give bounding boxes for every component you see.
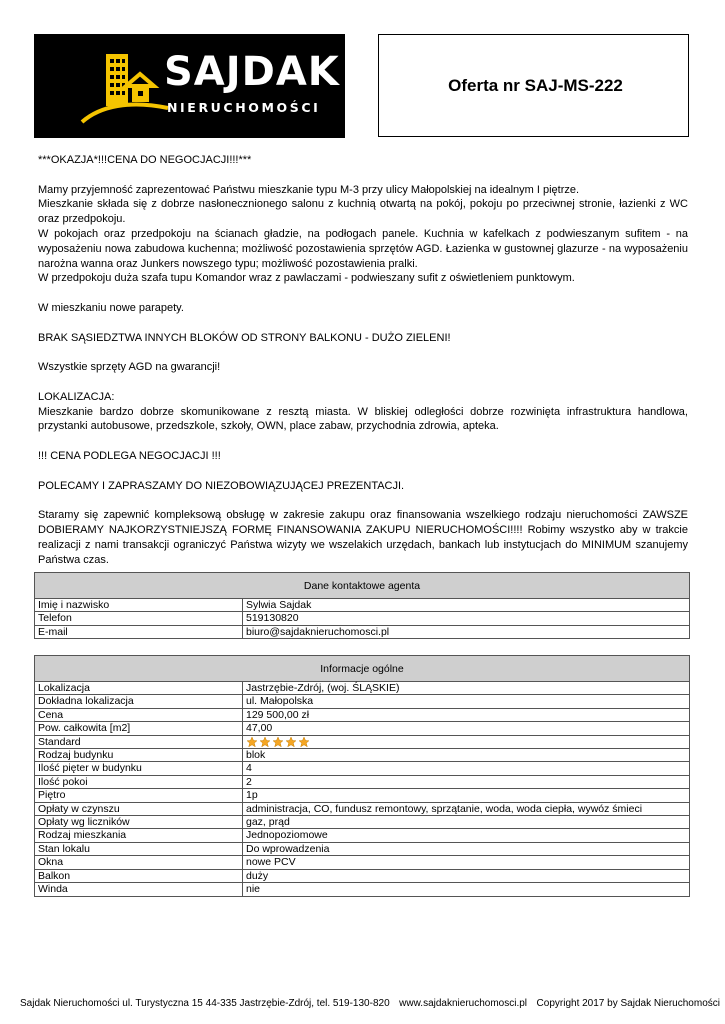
agent-contact-table [34, 572, 690, 639]
agent-field-value: biuro@sajdaknieruchomosci.pl [243, 625, 690, 638]
info-field-label: Ilość pięter w budynku [35, 762, 243, 775]
table-row [35, 749, 690, 762]
info-field-value: gaz, prąd [243, 816, 690, 829]
page-footer [20, 998, 720, 1009]
building-logo-icon [80, 50, 170, 126]
star-icon [259, 736, 271, 748]
description-paragraph: Mieszkanie bardzo dobrze skomunikowane z resztą miasta. W bliskiej odległości dobrze rozwinięta infrastruktura handlowa, przystanki autobusowe, przedszkole, szkoły, OWN, place zabaw, przychodnia zdrowia, apteka. [38, 405, 688, 433]
star-icon [298, 736, 310, 748]
info-field-label: Piętro [35, 789, 243, 802]
footer-copyright: Copyright 2017 by Sajdak Nieruchomości [536, 998, 720, 1009]
info-field-label: Winda [35, 883, 243, 896]
agent-field-label: Telefon [35, 612, 243, 625]
table-row [35, 775, 690, 788]
table-row [35, 612, 690, 625]
info-field-value: 1p [243, 789, 690, 802]
table-row [35, 856, 690, 869]
info-field-value: 2 [243, 775, 690, 788]
info-field-label: Standard [35, 735, 243, 748]
info-field-value: Jednopoziomowe [243, 829, 690, 842]
table-row [35, 789, 690, 802]
info-field-label: Balkon [35, 869, 243, 882]
info-field-value: Jastrzębie-Zdrój, (woj. ŚLĄSKIE) [243, 682, 690, 695]
table-row [35, 625, 690, 638]
info-field-value: administracja, CO, fundusz remontowy, sprzątanie, woda, woda ciepła, wywóz śmieci [243, 802, 690, 815]
description-paragraph: Staramy się zapewnić kompleksową obsługę w zakresie zakupu oraz finansowania wszelkiego rodzaju nieruchomości ZAWSZE DOBIERAMY NAJKORZYSTNIEJSZĄ FORMĘ FINANSOWANIA ZAKUPU NIERUCHOMOŚCI!!!! Robimy wszystko aby w trakcie realizacji z nami transakcji ograniczyć Państwa wizyty we wszelakich urzędach, bankach lub instytucjach do MINIMUM szanujemy Państwa czas. [38, 509, 688, 566]
info-field-label: Ilość pokoi [35, 775, 243, 788]
info-field-value: nowe PCV [243, 856, 690, 869]
table-row [35, 842, 690, 855]
general-info-table [34, 655, 690, 897]
location-heading: LOKALIZACJA: [38, 390, 115, 403]
description-paragraph: Mamy przyjemność zaprezentować Państwu mieszkanie typu M-3 przy ulicy Małopolskiej na idealnym I piętrze. [38, 183, 580, 196]
info-field-value: duży [243, 869, 690, 882]
table-row [35, 735, 690, 748]
table-row [35, 762, 690, 775]
brand-name: SAJDAK [164, 49, 340, 95]
table-row [35, 816, 690, 829]
table-row [35, 682, 690, 695]
info-field-label: Pow. całkowita [m2] [35, 722, 243, 735]
description-paragraph: !!! CENA PODLEGA NEGOCJACJI !!! [38, 449, 221, 462]
description-paragraph: W mieszkaniu nowe parapety. [38, 301, 184, 314]
table-row [35, 883, 690, 896]
offer-description [38, 153, 688, 582]
info-field-label: Opłaty wg liczników [35, 816, 243, 829]
star-icon [246, 736, 258, 748]
agent-table-title: Dane kontaktowe agenta [35, 573, 690, 599]
info-field-label: Dokładna lokalizacja [35, 695, 243, 708]
table-row [35, 708, 690, 721]
info-field-value [243, 735, 690, 748]
description-paragraph: Wszystkie sprzęty AGD na gwarancji! [38, 361, 221, 374]
info-field-value: nie [243, 883, 690, 896]
info-field-label: Cena [35, 708, 243, 721]
star-icon [272, 736, 284, 748]
table-row [35, 829, 690, 842]
info-field-value: ul. Małopolska [243, 695, 690, 708]
info-field-value: Do wprowadzenia [243, 842, 690, 855]
description-headline: ***OKAZJA*!!!CENA DO NEGOCJACJI!!!*** [38, 154, 252, 166]
description-paragraph: W przedpokoju duża szafa tupu Komandor wraz z pawlaczami - podwieszany sufit z oświetleniem punktowym. [38, 272, 575, 285]
table-row [35, 695, 690, 708]
info-field-value: blok [243, 749, 690, 762]
description-paragraph: BRAK SĄSIEDZTWA INNYCH BLOKÓW OD STRONY BALKONU - DUŻO ZIELENI! [38, 331, 451, 344]
agent-field-value: 519130820 [243, 612, 690, 625]
company-logo [34, 34, 345, 138]
info-field-label: Opłaty w czynszu [35, 802, 243, 815]
brand-subtitle: NIERUCHOMOŚCI [167, 100, 321, 115]
info-field-value: 47,00 [243, 722, 690, 735]
info-field-value: 129 500,00 zł [243, 708, 690, 721]
table-row [35, 869, 690, 882]
offer-box [378, 34, 689, 137]
agent-field-value: Sylwia Sajdak [243, 599, 690, 612]
general-table-title: Informacje ogólne [35, 656, 690, 682]
table-row [35, 599, 690, 612]
description-paragraph: W pokojach oraz przedpokoju na ścianach gładzie, na podłogach panele. Kuchnia w kafelkach z podwieszanym sufitem - na wyposażeniu nowa zabudowa kuchenna; możliwość pozostawienia sprzętów AGD. Łazienka w gustownej glazurze - na wyposażeniu narożna wanna oraz Junkers nowszego typu; możliwość pozostawienia pralki. [38, 227, 688, 270]
info-field-label: Lokalizacja [35, 682, 243, 695]
description-paragraph: Mieszkanie składa się z dobrze nasłonecznionego salonu z kuchnią otwartą na pokój, pokoju po przeciwnej stronie, łazienki z WC oraz przedpokoju. [38, 198, 688, 226]
table-row [35, 802, 690, 815]
footer-address: Sajdak Nieruchomości ul. Turystyczna 15 44-335 Jastrzębie-Zdrój, tel. 519-130-820 [20, 998, 390, 1009]
table-row [35, 722, 690, 735]
footer-website-link[interactable]: www.sajdaknieruchomosci.pl [399, 998, 528, 1009]
standard-rating [246, 736, 310, 748]
info-field-label: Okna [35, 856, 243, 869]
info-field-label: Rodzaj mieszkania [35, 829, 243, 842]
info-field-label: Rodzaj budynku [35, 749, 243, 762]
agent-field-label: E-mail [35, 625, 243, 638]
offer-title: Oferta nr SAJ-MS-222 [448, 75, 623, 95]
agent-field-label: Imię i nazwisko [35, 599, 243, 612]
info-field-value: 4 [243, 762, 690, 775]
description-paragraph: POLECAMY I ZAPRASZAMY DO NIEZOBOWIĄZUJĄCEJ PREZENTACJI. [38, 479, 405, 492]
info-field-label: Stan lokalu [35, 842, 243, 855]
star-icon [285, 736, 297, 748]
